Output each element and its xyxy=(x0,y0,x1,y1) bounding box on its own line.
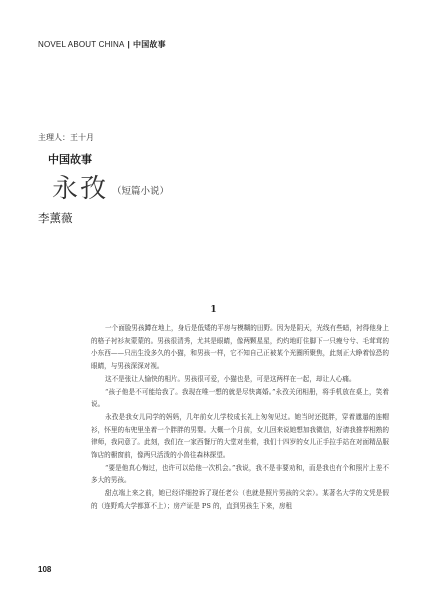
section-name-chinese: 中国故事 xyxy=(133,40,166,49)
section-name-english: NOVEL ABOUT CHINA xyxy=(38,40,125,49)
paragraph: 这不是张让人愉快的相片。男孩很可爱，小猫也是，可是这两样在一起，却让人心痛。 xyxy=(105,374,356,383)
chapter-number: 1 xyxy=(210,305,217,315)
page-number: 108 xyxy=(38,565,52,574)
author-name: 李薰薇 xyxy=(38,211,73,225)
paragraph: 一个面脸男孩蹲在地上，身后是低矮的平房与模糊的田野。因为是阴天，光线有些暗，衬得他身上的格子衬衫灰蒙蒙的。男孩很清秀，尤其是眼睛，像两颗星星，灼灼地盯住脚下一只瘦兮兮、毛茸茸的小东西——只出生没多久的小猫，和男孩一样，它不知自己正被某个光圈所聚焦，此刻正大睁着惊恐的眼睛，与男孩深深对视。 xyxy=(91,324,389,371)
host-line: 主理人：王十月 xyxy=(38,133,94,142)
paragraph: 甜点端上来之前，她已经详细控诉了现任老公（也就是照片男孩的父亲）。某著名大学的文凭是假的（连野鸡大学都算不上）；房产证是 PS 的，直到男孩生下来，房租 xyxy=(91,489,389,510)
article-genre: （短篇小说） xyxy=(112,186,170,197)
body-text xyxy=(91,322,389,513)
series-title: 中国故事 xyxy=(48,153,92,166)
header-separator: | xyxy=(127,40,130,49)
paragraph: “要是他真心悔过，也许可以给他一次机会。”我说，我不是非要劝和，而是我也有个和照片上差不多大的男孩。 xyxy=(91,463,389,485)
paragraph: 永孜是我女儿同学的妈妈，几年前女儿学校成长礼上匆匆见过。她当时还挺胖，穿着邋遢的连帽衫，怀里的布兜里坐着一个胖胖的男婴。大概一个月前，女儿回来说她想加我微信，好请我推荐相熟的律师，我同意了。此刻，我们在一家西餐厅的大堂对坐着，我们十四岁的女儿正手拉手站在对面精品服饰店的橱窗前，像两只活泼的小兽往森林探望。 xyxy=(91,412,389,460)
title-block xyxy=(52,168,169,205)
paragraph: “孩子他是不可能给我了。我现在唯一想的就是尽快离婚。”永孜关闭相册，将手机放在桌上，笑着说。 xyxy=(91,387,389,409)
running-header xyxy=(38,39,166,50)
article-title: 永孜 xyxy=(52,174,109,204)
